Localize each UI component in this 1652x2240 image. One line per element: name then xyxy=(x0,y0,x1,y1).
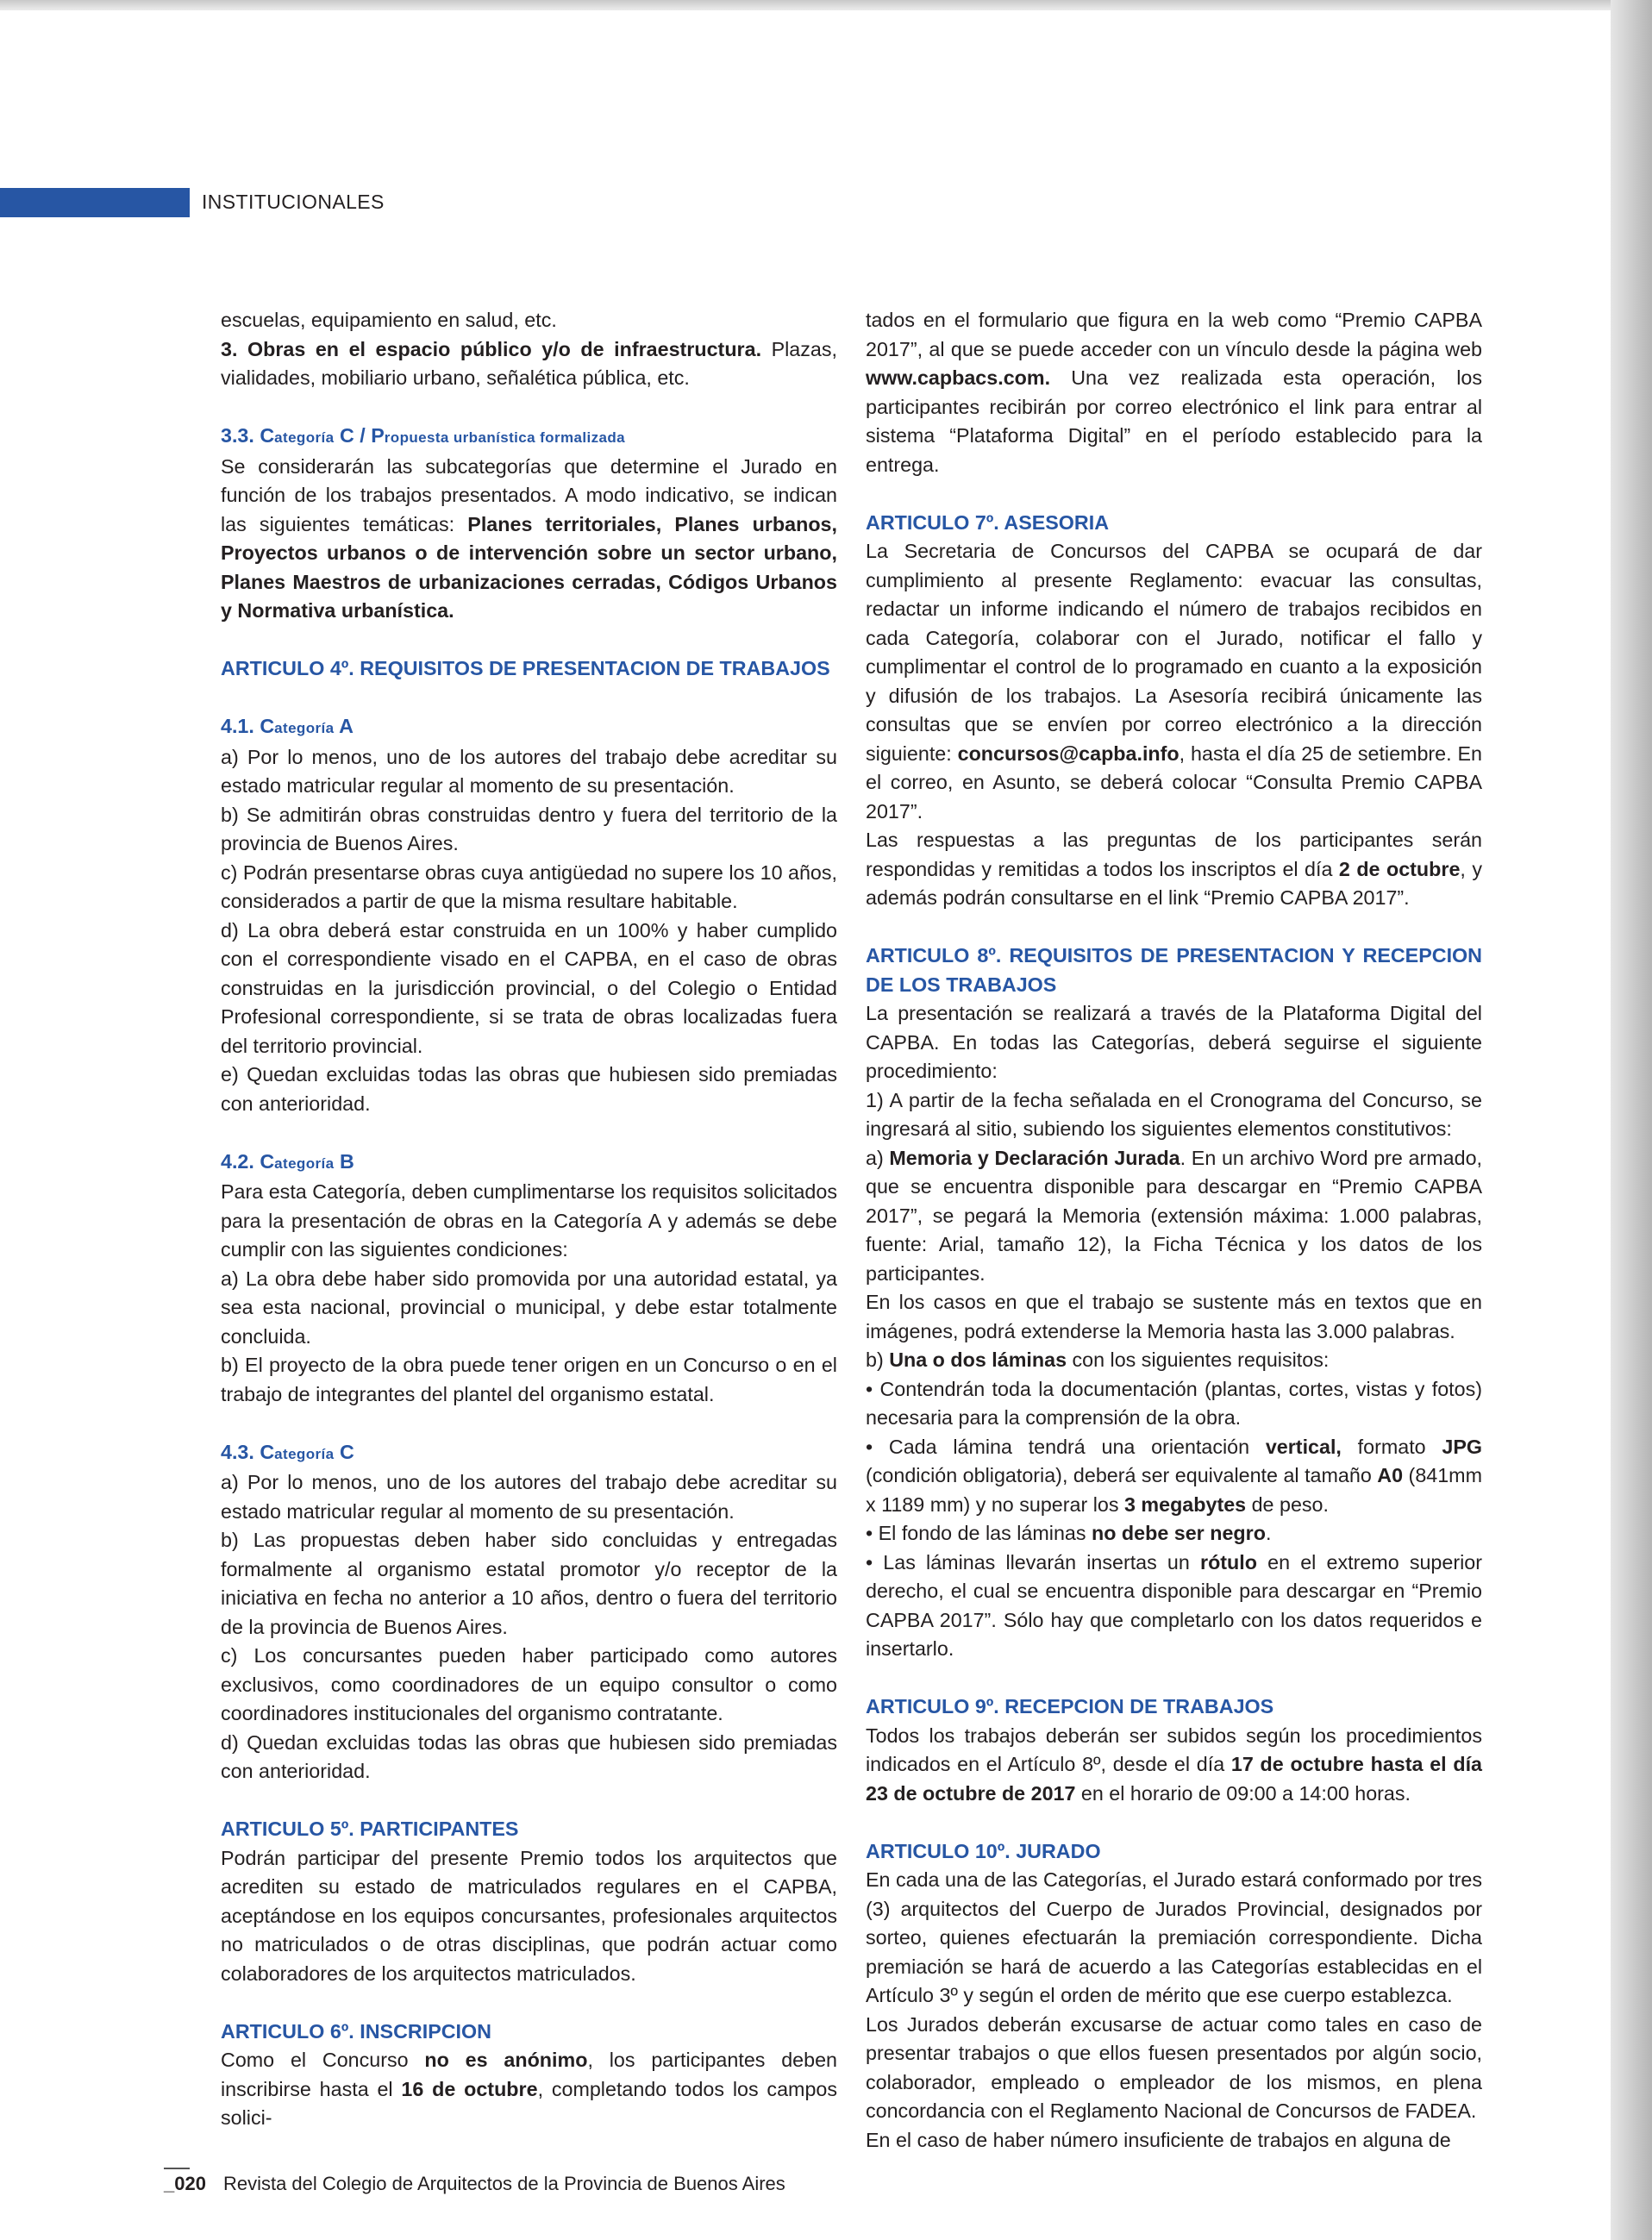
right-column xyxy=(866,306,1482,2155)
paragraph: Para esta Categoría, deben cumplimentarse los requisitos solicitados para la presentación de obras en la Categoría A y además se debe cumplir con las siguientes condiciones: xyxy=(221,1180,837,1261)
list-item: b) Se admitirán obras construidas dentro y fuera del territorio de la provincia de Buenos Aires. xyxy=(221,803,837,854)
article-6-heading: ARTICULO 6º. INSCRIPCION xyxy=(221,2019,491,2043)
list-item: b) El proyecto de la obra puede tener origen en un Concurso o en el trabajo de integrantes del plantel del organismo estatal. xyxy=(221,1354,837,1405)
list-item: 1) A partir de la fecha señalada en el Cronograma del Concurso, se ingresará al sitio, subiendo los siguientes elementos constitutivos: xyxy=(866,1088,1482,1140)
list-item: d) Quedan excluidas todas las obras que hubiesen sido premiadas con anterioridad. xyxy=(221,1730,837,1782)
paragraph: tados en el formulario que figura en la web como “Premio CAPBA 2017”, al que se puede acceder con un vínculo desde la página web www.capbacs.com. Una vez realizada esta operación, los participantes recibirán por correo electrónico el link para entrar al sistema “Plataforma Digital” en el período establecido para la entrega. xyxy=(866,309,1482,476)
paragraph: Podrán participar del presente Premio todos los arquitectos que acrediten su estado de matriculados regulares en el CAPBA, aceptándose en los equipos concursantes, profesionales arquitectos no matriculados o de otras disciplinas, que podrán actuar como colaboradores de los arquitectos matriculados. xyxy=(221,1846,837,1985)
bullet-item: • Cada lámina tendrá una orientación vertical, formato JPG (condición obligatoria), deberá ser equivalente al tamaño A0 (841mm x 1189 mm) y no superar los 3 megabytes de peso. xyxy=(866,1435,1482,1516)
list-item: a) Memoria y Declaración Jurada. En un archivo Word pre armado, que se encuentra disponible para descargar en “Premio CAPBA 2017”, se pegará la Memoria (extensión máxima: 1.000 palabras, fuente: Arial, tamaño 12), la Ficha Técnica y los datos de los participantes. xyxy=(866,1146,1483,1285)
paragraph: escuelas, equipamiento en salud, etc. xyxy=(221,309,557,331)
paragraph: 3. Obras en el espacio público y/o de infraestructura. Plazas, vialidades, mobiliario urbano, señalética pública, etc. xyxy=(221,337,837,389)
article-9-heading: ARTICULO 9º. RECEPCION DE TRABAJOS xyxy=(866,1695,1274,1718)
list-item: a) Por lo menos, uno de los autores del trabajo debe acreditar su estado matricular regular al momento de su presentación. xyxy=(221,1471,837,1523)
subheading-4-3: 4.3. Categoría C xyxy=(221,1440,354,1463)
section-color-bar xyxy=(0,188,190,217)
paragraph: La Secretaria de Concursos del CAPBA se ocupará de dar cumplimiento al presente Reglamento: evacuar las consultas, redactar un informe indicando el número de trabajos recibidos en cada Categoría, colaborar con el Jurado, notificar el fallo y cumplimentar el control de lo programado en cuanto a la exposición y difusión de los trabajos. La Asesoría recibirá únicamente las consultas que se envíen por correo electrónico a la dirección siguiente: concursos@capba.info, hasta el día 25 de setiembre. En el correo, en Asunto, se deberá colocar “Consulta Premio CAPBA 2017”. xyxy=(866,540,1482,823)
bullet-item: • Las láminas llevarán insertas un rótulo en el extremo superior derecho, el cual se encuentra disponible para descargar en “Premio CAPBA 2017”. Sólo hay que completarlo con los datos requeridos e insertarlo. xyxy=(866,1550,1482,1660)
subheading-4-2: 4.2. Categoría B xyxy=(221,1149,354,1173)
article-5-heading: ARTICULO 5º. PARTICIPANTES xyxy=(221,1818,519,1840)
subheading-3-3: 3.3. Categoría C / Propuesta urbanística formalizada xyxy=(221,424,625,447)
list-item: a) Por lo menos, uno de los autores del trabajo debe acreditar su estado matricular regular al momento de su presentación. xyxy=(221,745,837,797)
paragraph: La presentación se realizará a través de la Plataforma Digital del CAPBA. En todas las Categorías, deberá seguirse el siguiente procedimiento: xyxy=(866,1002,1482,1082)
article-8-heading: ARTICULO 8º. REQUISITOS DE PRESENTACION Y RECEPCION DE LOS TRABAJOS xyxy=(866,944,1482,996)
paragraph: Como el Concurso no es anónimo, los participantes deben inscribirse hasta el 16 de octubre, completando todos los campos solici- xyxy=(221,2049,838,2129)
article-4-heading: ARTICULO 4º. REQUISITOS DE PRESENTACION DE TRABAJOS xyxy=(221,657,830,679)
section-label: INSTITUCIONALES xyxy=(202,191,385,213)
page-footer xyxy=(164,2173,785,2195)
bullet-item: • El fondo de las láminas no debe ser negro. xyxy=(866,1522,1272,1544)
bullet-item: • Contendrán toda la documentación (plantas, cortes, vistas y fotos) necesaria para la comprensión de la obra. xyxy=(866,1377,1482,1429)
paragraph: En el caso de haber número insuficiente de trabajos en alguna de xyxy=(866,2128,1451,2151)
list-item: c) Podrán presentarse obras cuya antigüedad no supere los 10 años, considerados a partir de que la misma resultare habitable. xyxy=(221,860,837,912)
paragraph: Los Jurados deberán excusarse de actuar como tales en caso de presentar trabajos o que ellos fuesen presentados por algún socio, colaborador, empleado o empleador de los mismos, en plena concordancia con el Reglamento Nacional de Concursos de FADEA. xyxy=(866,2012,1482,2122)
page-binding-edge xyxy=(1611,0,1652,2240)
paragraph: Se considerarán las subcategorías que determine el Jurado en función de los trabajos presentados. A modo indicativo, se indican las siguientes temáticas: Planes territoriales, Planes urbanos, Proyectos urbanos o de intervención sobre un sector urbano, Planes Maestros de urbanizaciones cerradas, Códigos Urbanos y Normativa urbanística. xyxy=(221,454,837,622)
page-top-edge xyxy=(0,0,1652,10)
paragraph: Todos los trabajos deberán ser subidos según los procedimientos indicados en el Artículo 8º, desde el día 17 de octubre hasta el día 23 de octubre de 2017 en el horario de 09:00 a 14:00 horas. xyxy=(866,1724,1483,1805)
list-item: b) Una o dos láminas con los siguientes requisitos: xyxy=(866,1348,1330,1371)
subheading-4-1: 4.1. Categoría A xyxy=(221,715,354,737)
footer-rule xyxy=(164,2168,190,2169)
list-item: d) La obra deberá estar construida en un 100% y haber cumplido con el correspondiente visado en el CAPBA, en el caso de obras construidas en la jurisdicción provincial, o del Colegio o Entidad Profesional correspondiente, si se trata de obras localizadas fuera del territorio provincial. xyxy=(221,918,837,1057)
list-item: c) Los concursantes pueden haber participado como autores exclusivos, como coordinadores de un equipo consultor o como coordinadores institucionales del organismo contratante. xyxy=(221,1644,837,1724)
paragraph: Las respuestas a las preguntas de los participantes serán respondidas y remitidas a todos los inscriptos el día 2 de octubre, y además podrán consultarse en el link “Premio CAPBA 2017”. xyxy=(866,829,1483,909)
list-item: b) Las propuestas deben haber sido concluidas y entregadas formalmente al organismo estatal promotor y/o receptor de la iniciativa en fecha no anterior a 10 años, dentro o fuera del territorio de la provincia de Buenos Aires. xyxy=(221,1529,837,1638)
paragraph: En los casos en que el trabajo se sustente más en textos que en imágenes, podrá extenderse la Memoria hasta las 3.000 palabras. xyxy=(866,1291,1482,1342)
article-7-heading: ARTICULO 7º. ASESORIA xyxy=(866,510,1110,534)
left-column xyxy=(221,306,837,2133)
list-item: a) La obra debe haber sido promovida por una autoridad estatal, ya sea esta nacional, provincial o municipal, y debe estar totalmente concluida. xyxy=(221,1267,837,1348)
list-item: e) Quedan excluidas todas las obras que hubiesen sido premiadas con anterioridad. xyxy=(221,1063,837,1115)
paragraph: En cada una de las Categorías, el Jurado estará conformado por tres (3) arquitectos del Cuerpo de Jurados Provincial, designados por sorteo, quienes efectuarán la premiación correspondiente. Dicha premiación se hará de acuerdo a las Categorías establecidas en el Artículo 3º y según el orden de mérito que ese cuerpo establezca. xyxy=(866,1868,1482,2006)
publication-name: Revista del Colegio de Arquitectos de la Provincia de Buenos Aires xyxy=(222,2173,785,2194)
page-number: _020 xyxy=(164,2173,206,2194)
article-10-heading: ARTICULO 10º. JURADO xyxy=(866,1839,1101,1862)
